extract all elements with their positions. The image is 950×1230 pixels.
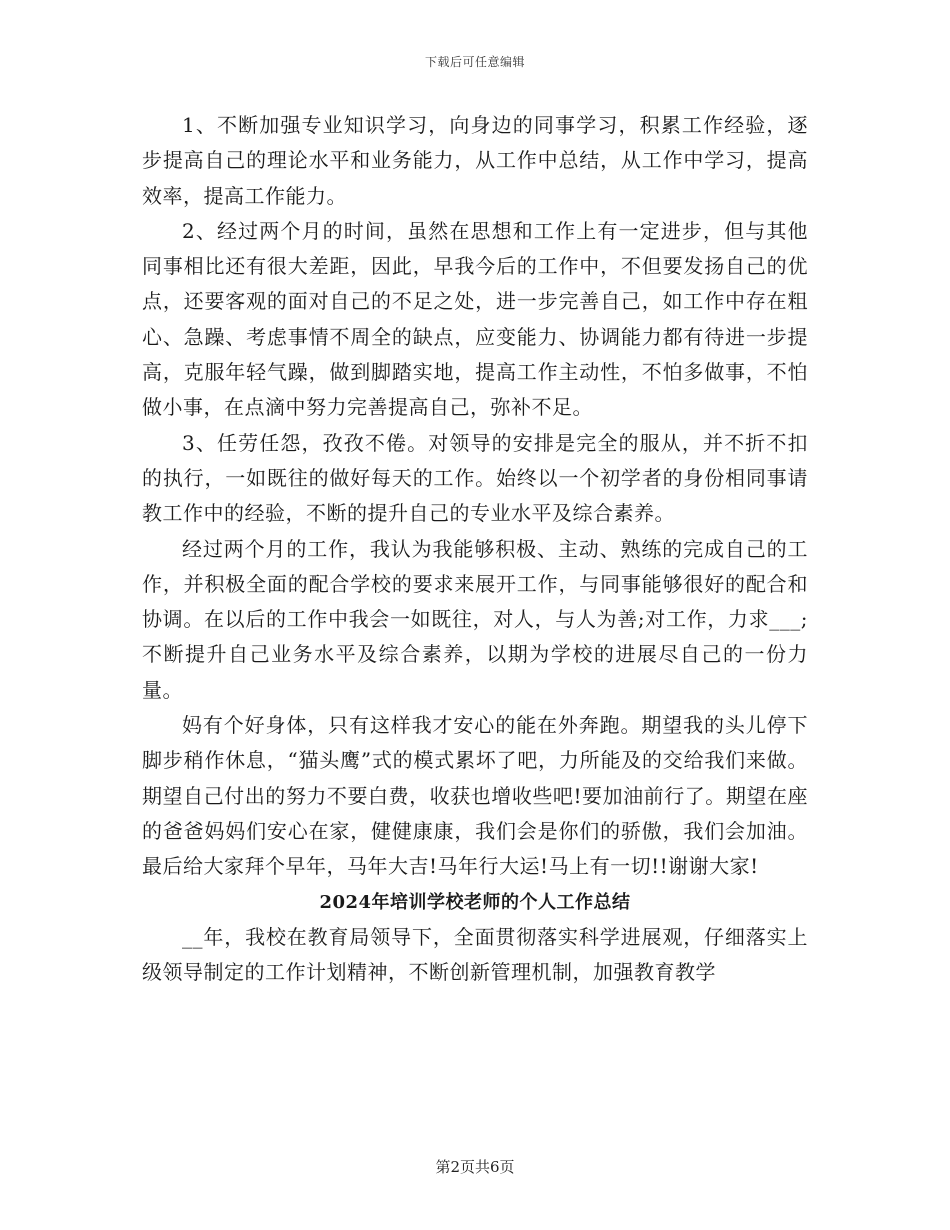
paragraph-3: 3、任劳任怨，孜孜不倦。对领导的安排是完全的服从，并不折不扣的执行，一如既往的做好每天的工作。始终以一个初学者的身份相同事请教工作中的经验，不断的提升自己的专业水平及综合素养。: [142, 430, 808, 526]
paragraph-1: 1、不断加强专业知识学习，向身边的同事学习，积累工作经验，逐步提高自己的理论水平和业务能力，从工作中总结，从工作中学习，提高效率，提高工作能力。: [142, 113, 808, 208]
page-number: 第2页共6页: [435, 1158, 515, 1176]
section-paragraph: __年，我校在教育局领导下，全面贯彻落实科学进展观，仔细落实上级领导制定的工作计划精神，不断创新管理机制，加强教育教学: [142, 924, 808, 985]
section-title: 2024年培训学校老师的个人工作总结: [319, 891, 631, 913]
document-body: [142, 108, 808, 990]
paragraph-4: 经过两个月的工作，我认为我能够积极、主动、熟练的完成自己的工作，并积极全面的配合学校的要求来展开工作，与同事能够很好的配合和协调。在以后的工作中我会一如既往，对人，与人为善;对工作，力求___;不断提升自己业务水平及综合素养，以期为学校的进展尽自己的一份力量。: [142, 536, 808, 702]
page-header-note: 下载后可任意编辑: [424, 55, 525, 69]
paragraph-5: 妈有个好身体，只有这样我才安心的能在外奔跑。期望我的头儿停下脚步稍作休息，“猫头鹰”式的模式累坏了吧，力所能及的交给我们来做。期望自己付出的努力不要白费，收获也增收些吧!要加油前行了。期望在座的爸爸妈妈们安心在家，健健康康，我们会是你们的骄傲，我们会加油。最后给大家拜个早年，马年大吉!马年行大运!马上有一切!!谢谢大家!: [142, 713, 808, 879]
paragraph-2: 2、经过两个月的时间，虽然在思想和工作上有一定进步，但与其他同事相比还有很大差距，因此，早我今后的工作中，不但要发扬自己的优点，还要客观的面对自己的不足之处，进一步完善自己，如工作中存在粗心、急躁、考虑事情不周全的缺点，应变能力、协调能力都有待进一步提高，克服年轻气躁，做到脚踏实地，提高工作主动性，不怕多做事，不怕做小事，在点滴中努力完善提高自己，弥补不足。: [142, 218, 808, 420]
